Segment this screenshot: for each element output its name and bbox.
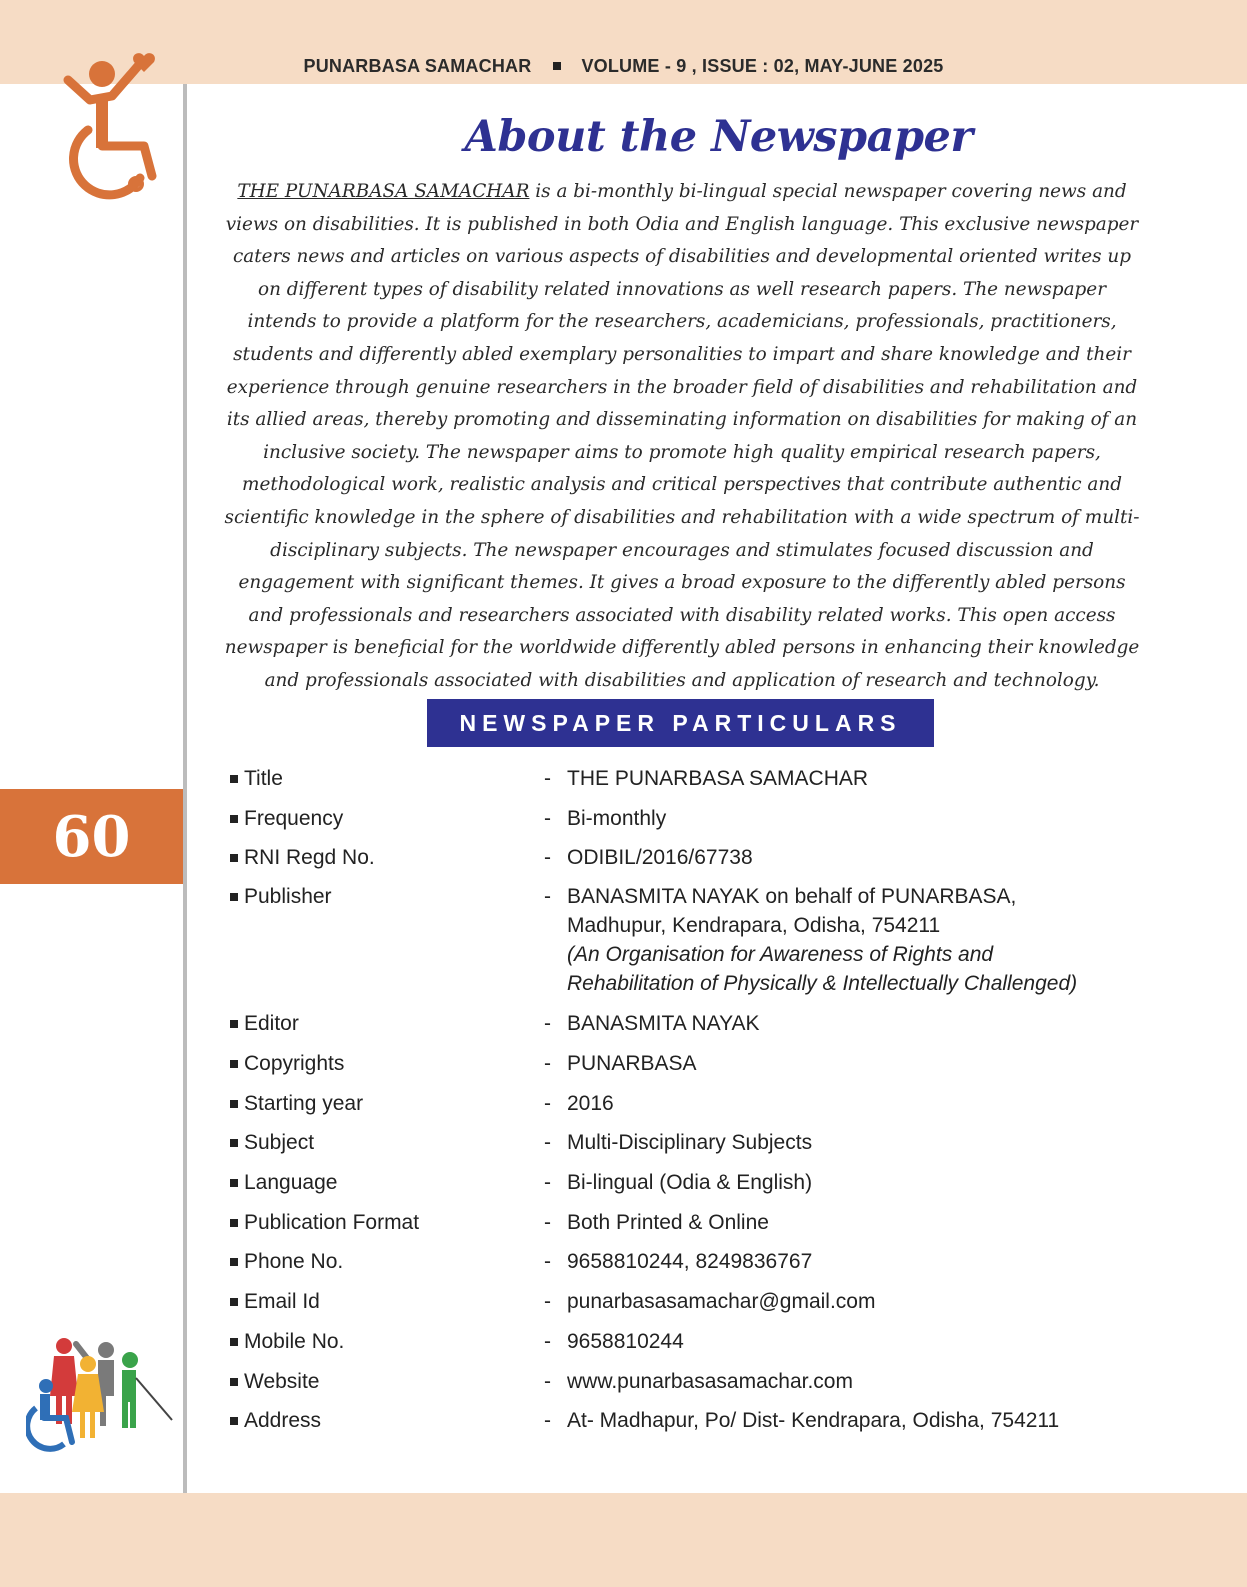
particulars-row-address [226, 1406, 1226, 1446]
article-lead: THE PUNARBASA SAMACHAR [237, 181, 530, 202]
publisher-address: Madhupur, Kendrapara, Odisha, 754211 [567, 914, 941, 937]
row-dash: - [544, 1330, 551, 1353]
row-value: At- Madhapur, Po/ Dist- Kendrapara, Odisha, 754211 [567, 1409, 1060, 1432]
particulars-row-phone [226, 1247, 1226, 1287]
bullet-icon [230, 1417, 238, 1425]
row-label: Publication Format [244, 1211, 420, 1234]
particulars-row-website [226, 1367, 1226, 1406]
article-body [224, 176, 1140, 698]
bullet-icon [230, 1378, 238, 1386]
article-headline: About the Newspaper [464, 112, 973, 162]
particulars-row-language [226, 1168, 1226, 1208]
row-label: Copyrights [244, 1052, 345, 1075]
row-dash: - [544, 767, 551, 790]
particulars-row-email [226, 1287, 1226, 1327]
row-label: Publisher [244, 885, 332, 908]
row-value: Bi-lingual (Odia & English) [567, 1171, 813, 1194]
row-value: Both Printed & Online [567, 1211, 769, 1234]
separator-square-icon [553, 62, 561, 70]
row-value: BANASMITA NAYAK [567, 1012, 760, 1035]
bullet-icon [230, 1298, 238, 1306]
diverse-disabilities-group-icon [26, 1338, 186, 1456]
particulars-row-title [226, 764, 1226, 804]
row-label: Starting year [244, 1092, 364, 1115]
bullet-icon [230, 1020, 238, 1028]
bullet-icon [230, 1100, 238, 1108]
particulars-row-editor [226, 1009, 1226, 1049]
particulars-row-rni [226, 843, 1226, 882]
row-label: Language [244, 1171, 338, 1194]
row-dash: - [544, 1012, 551, 1035]
row-value: Multi-Disciplinary Subjects [567, 1131, 813, 1154]
particulars-row-publisher [226, 882, 1226, 1009]
row-label: Frequency [244, 807, 344, 830]
row-value: PUNARBASA [567, 1052, 697, 1075]
row-label: RNI Regd No. [244, 846, 375, 869]
publisher-line: BANASMITA NAYAK on behalf of PUNARBASA, [567, 885, 1017, 908]
row-value: www.punarbasasamachar.com [567, 1370, 853, 1393]
row-dash: - [544, 1131, 551, 1154]
bullet-icon [230, 1258, 238, 1266]
row-label: Title [244, 767, 283, 790]
row-dash: - [544, 846, 551, 869]
row-dash: - [544, 1290, 551, 1313]
particulars-row-mobile [226, 1327, 1226, 1367]
bullet-icon [230, 893, 238, 901]
bullet-icon [230, 815, 238, 823]
row-dash: - [544, 885, 551, 908]
bullet-icon [230, 775, 238, 783]
row-label: Website [244, 1370, 320, 1393]
bullet-icon [230, 1338, 238, 1346]
row-dash: - [544, 807, 551, 830]
row-value: 9658810244, 8249836767 [567, 1250, 813, 1273]
issue-info: VOLUME - 9 , ISSUE : 02, MAY-JUNE 2025 [581, 56, 944, 76]
row-label: Address [244, 1409, 322, 1432]
bullet-icon [230, 1219, 238, 1227]
row-label: Editor [244, 1012, 299, 1035]
row-value: 9658810244 [567, 1330, 684, 1353]
wheelchair-user-heart-icon [60, 52, 172, 200]
particulars-row-copyrights [226, 1049, 1226, 1089]
particulars-row-format [226, 1208, 1226, 1247]
row-label: Mobile No. [244, 1330, 345, 1353]
row-dash: - [544, 1250, 551, 1273]
article-text: is a bi-monthly bi-lingual special newspaper covering news and views on disabilities. It is published in both Odia and English language. This exclusive newspaper caters news and articles on various aspects of disabilities and developmental oriented writes up on different types of disability related innovations as well research papers. The newspaper intends to provide a platform for the researchers, academicians, professionals, practitioners, students and differently abled exemplary personalities to impart and share knowledge and their experience through genuine researchers in the broader field of disabilities and rehabilitation and its allied areas, thereby promoting and disseminating information on disabilities for making of an inclusive society. The newspaper aims to promote high quality empirical research papers, methodological work, realistic analysis and critical perspectives that contribute authentic and scientific knowledge in the sphere of disabilities and rehabilitation with a wide spectrum of multi-disciplinary subjects. The newspaper encourages and stimulates focused discussion and engagement with significant themes. It gives a broad exposure to the differently abled persons and professionals and researchers associated with disability related works. This open access newspaper is beneficial for the worldwide differently abled persons in enhancing their knowledge and professionals associated with disabilities and application of research and technology. [224, 181, 1140, 691]
particulars-heading: NEWSPAPER PARTICULARS [427, 699, 934, 747]
row-dash: - [544, 1211, 551, 1234]
bullet-icon [230, 1139, 238, 1147]
bullet-icon [230, 854, 238, 862]
row-label: Phone No. [244, 1250, 344, 1273]
row-value: 2016 [567, 1092, 614, 1115]
row-dash: - [544, 1092, 551, 1115]
vertical-rule [183, 84, 187, 1493]
row-dash: - [544, 1052, 551, 1075]
row-value: punarbasasamachar@gmail.com [567, 1290, 876, 1313]
publisher-note: Rehabilitation of Physically & Intellectually Challenged) [567, 972, 1078, 995]
particulars-row-starting-year [226, 1089, 1226, 1128]
row-dash: - [544, 1171, 551, 1194]
running-head [0, 56, 1247, 77]
row-dash: - [544, 1409, 551, 1432]
row-value: ODIBIL/2016/67738 [567, 846, 753, 869]
particulars-list [226, 764, 1226, 1446]
bullet-icon [230, 1179, 238, 1187]
footer-band [0, 1493, 1247, 1587]
row-label: Email Id [244, 1290, 320, 1313]
row-dash: - [544, 1370, 551, 1393]
page-number: 60 [0, 789, 183, 884]
row-value: THE PUNARBASA SAMACHAR [567, 767, 869, 790]
publisher-note: (An Organisation for Awareness of Rights and [567, 943, 994, 966]
particulars-row-frequency [226, 804, 1226, 843]
publication-name: PUNARBASA SAMACHAR [303, 56, 532, 76]
row-label: Subject [244, 1131, 315, 1154]
row-value: Bi-monthly [567, 807, 667, 830]
bullet-icon [230, 1060, 238, 1068]
particulars-row-subject [226, 1128, 1226, 1168]
row-value [567, 882, 1226, 998]
